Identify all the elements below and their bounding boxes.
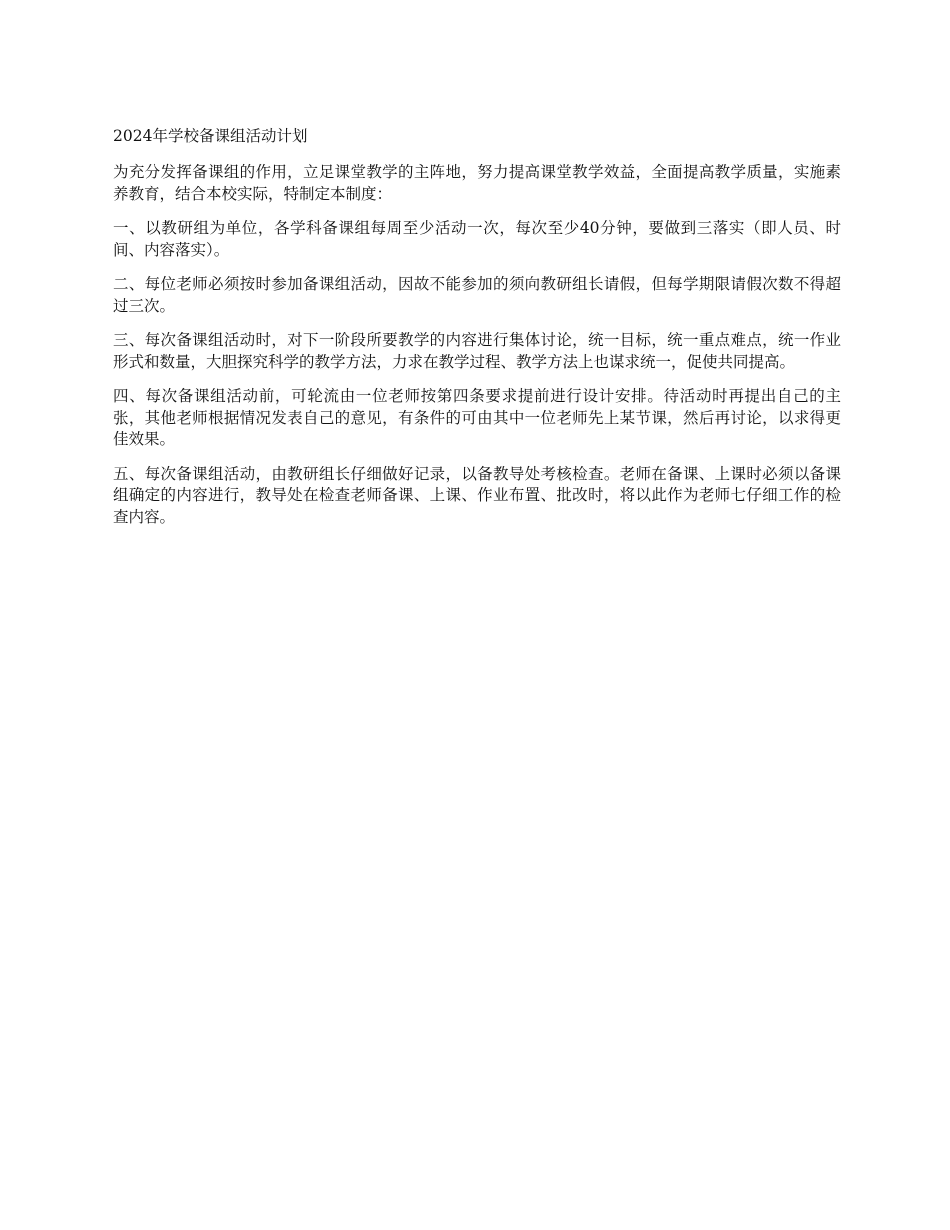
rule-paragraph-5: 五、每次备课组活动，由教研组长仔细做好记录，以备教导处考核检查。老师在备课、上课时必须以备课组确定的内容进行，教导处在检查老师备课、上课、作业布置、批改时，将以此作为老师七仔细工作的检查内容。 — [113, 464, 841, 526]
rule-paragraph-4: 四、每次备课组活动前，可轮流由一位老师按第四条要求提前进行设计安排。待活动时再提出自己的主张，其他老师根据情况发表自己的意见，有条件的可由其中一位老师先上某节课，然后再讨论，以求得更佳效果。 — [113, 387, 841, 448]
rule-paragraph-3: 三、每次备课组活动时，对下一阶段所要教学的内容进行集体讨论，统一目标，统一重点难点，统一作业形式和数量，大胆探究科学的教学方法，力求在教学过程、教学方法上也谋求统一，促使共同提高。 — [113, 331, 841, 371]
intro-paragraph: 为充分发挥备课组的作用，立足课堂教学的主阵地，努力提高课堂教学效益，全面提高教学质量，实施素养教育，结合本校实际，特制定本制度： — [113, 163, 841, 203]
rule-paragraph-2: 二、每位老师必须按时参加备课组活动，因故不能参加的须向教研组长请假，但每学期限请假次数不得超过三次。 — [113, 275, 841, 315]
rule-paragraph-1: 一、以教研组为单位，各学科备课组每周至少活动一次，每次至少40分钟，要做到三落实（即人员、时间、内容落实）。 — [113, 219, 841, 259]
document-title: 2024年学校备课组活动计划 — [113, 127, 308, 145]
document-page — [113, 125, 841, 541]
